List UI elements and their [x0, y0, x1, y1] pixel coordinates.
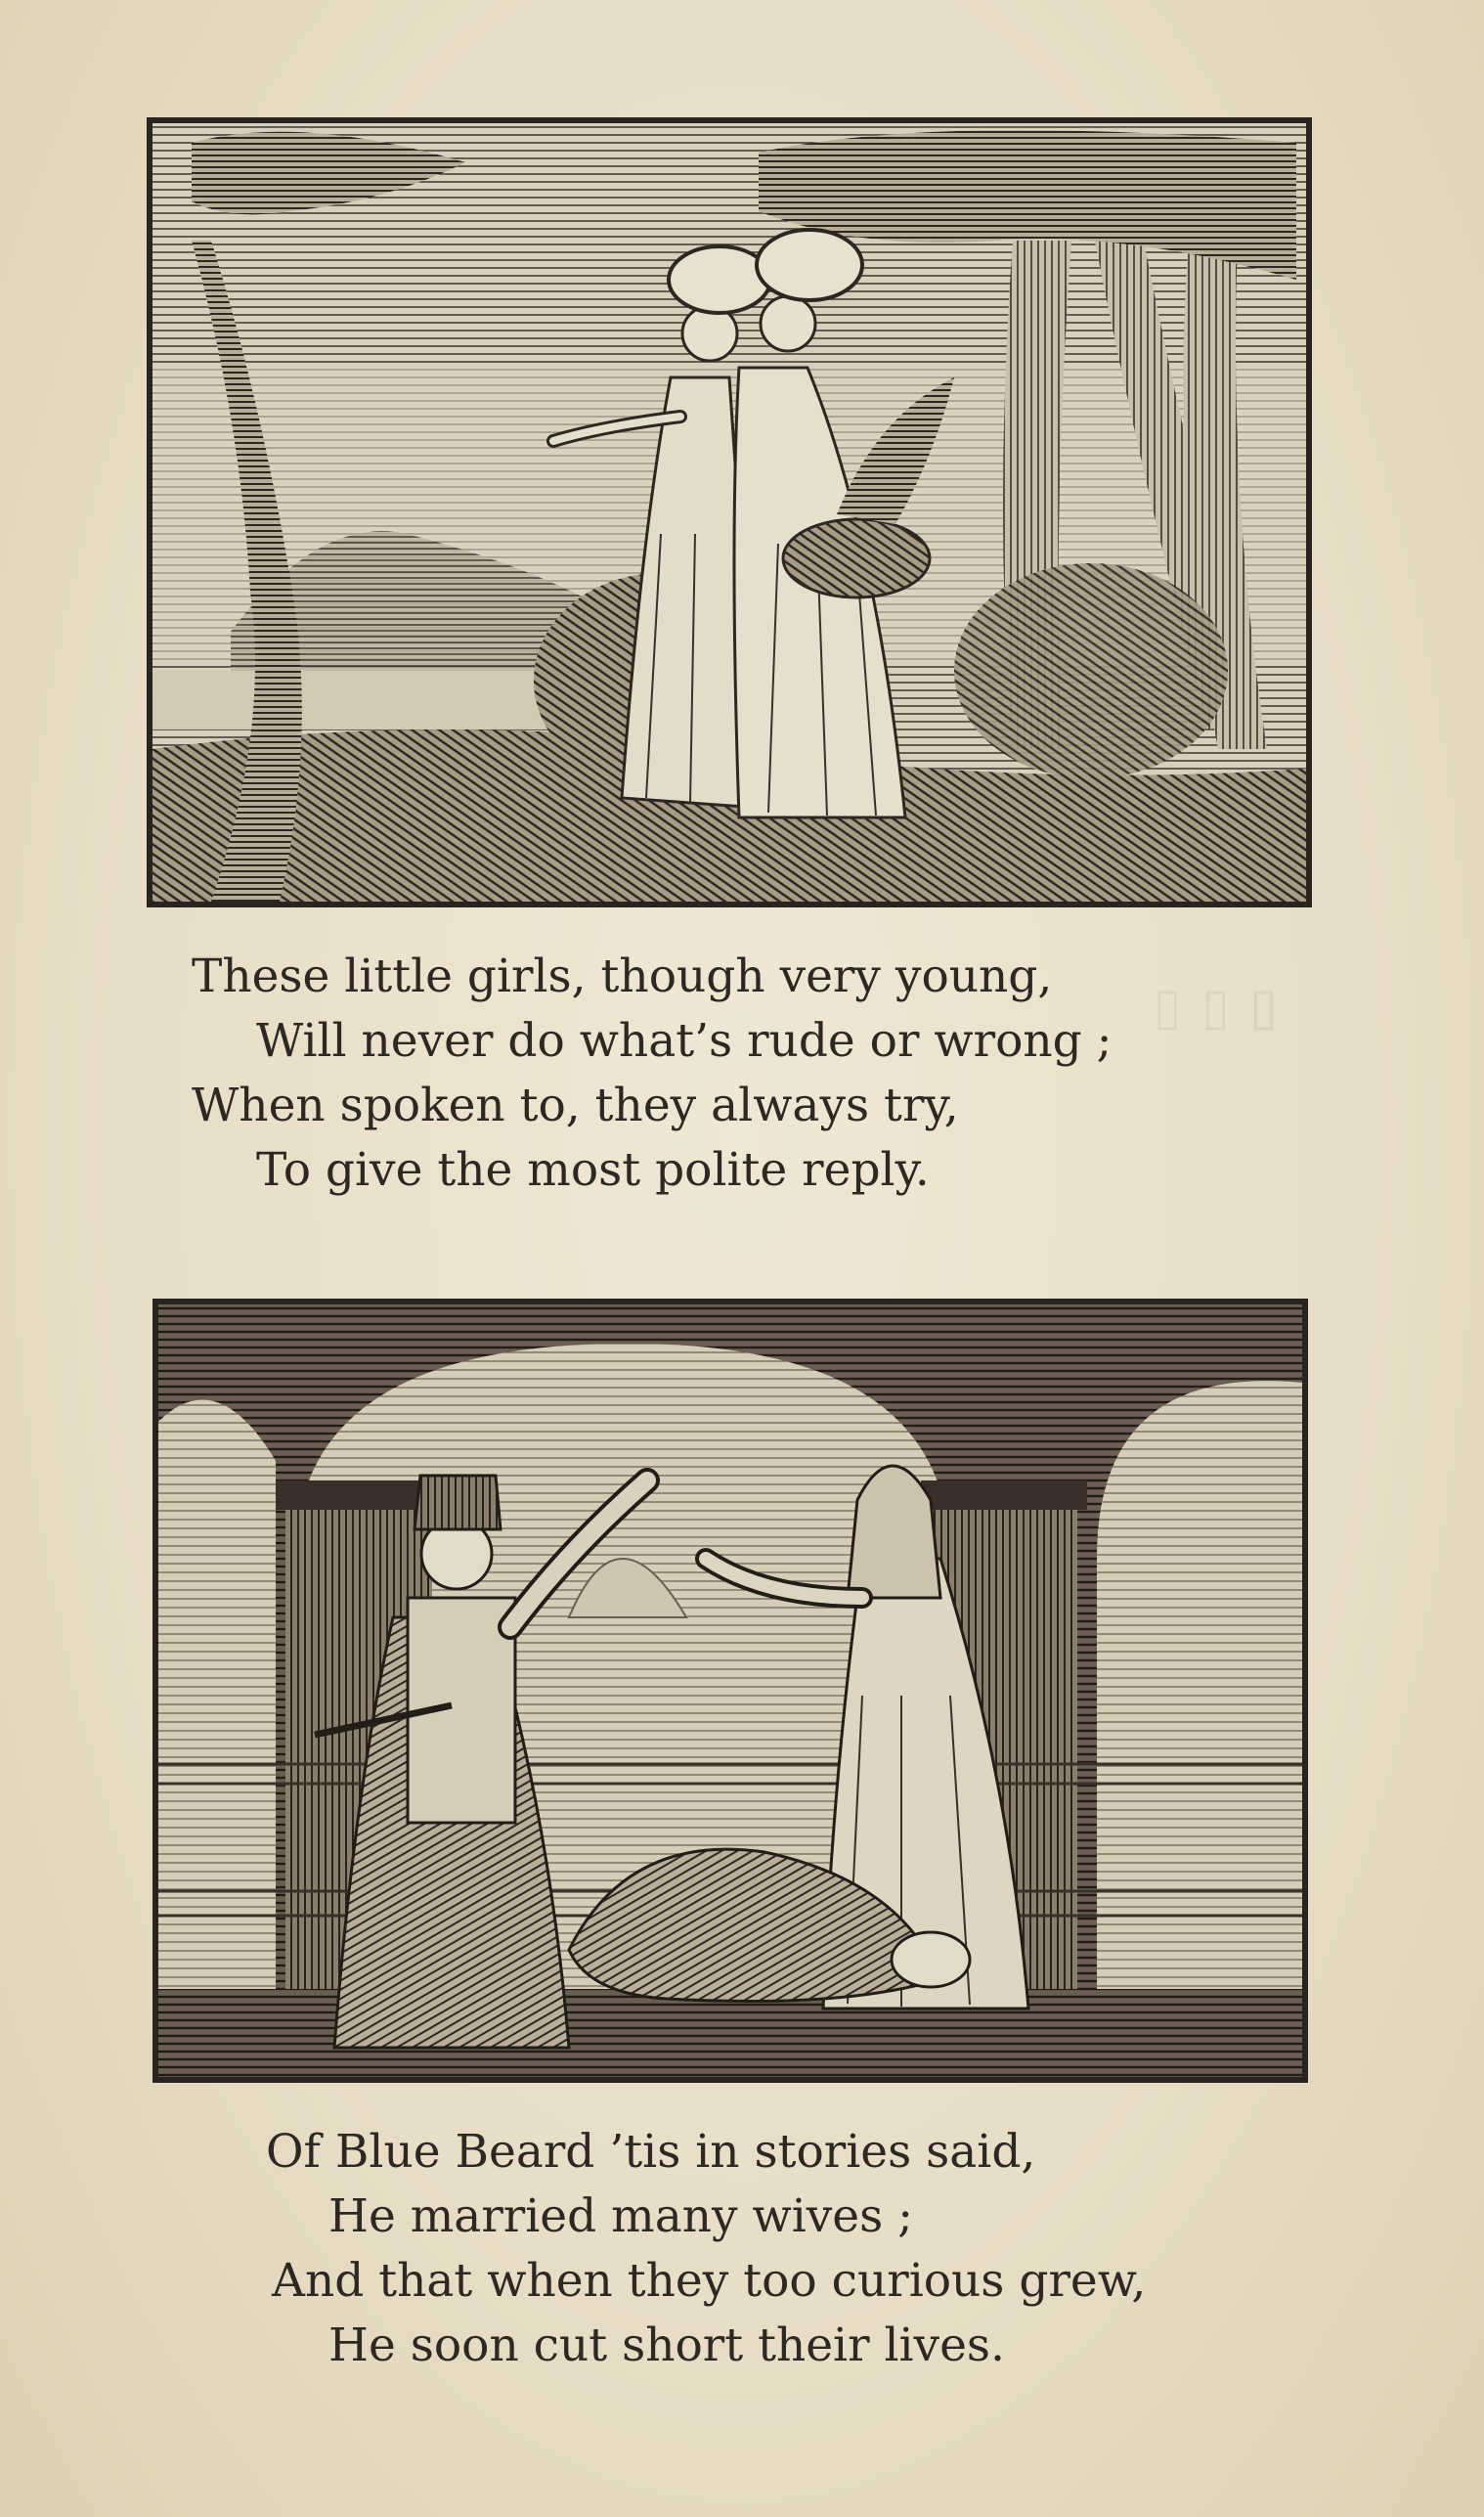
verse-line: When spoken to, they always try,: [192, 1079, 959, 1132]
verse-line: These little girls, though very young,: [192, 949, 1053, 1003]
verse-blue-beard: [266, 2120, 1146, 2378]
show-through-text: ▯ ▯ ▯: [1154, 978, 1280, 1037]
verse-line: And that when they too curious grew,: [272, 2254, 1147, 2308]
verse-line: Of Blue Beard ’tis in stories said,: [266, 2125, 1036, 2179]
blue-beard-engraving-art: [158, 1304, 1302, 2077]
verse-two-girls: [192, 945, 1113, 1203]
two-girls-engraving-art: [153, 123, 1306, 902]
blue-beard-engraving: [153, 1299, 1308, 2083]
verse-line: He soon cut short their lives.: [328, 2318, 1005, 2372]
verse-line: To give the most polite reply.: [256, 1143, 930, 1197]
two-girls-engraving: [147, 117, 1312, 907]
verse-line: He married many wives ;: [328, 2189, 914, 2243]
verse-line: Will never do what’s rude or wrong ;: [256, 1014, 1113, 1068]
